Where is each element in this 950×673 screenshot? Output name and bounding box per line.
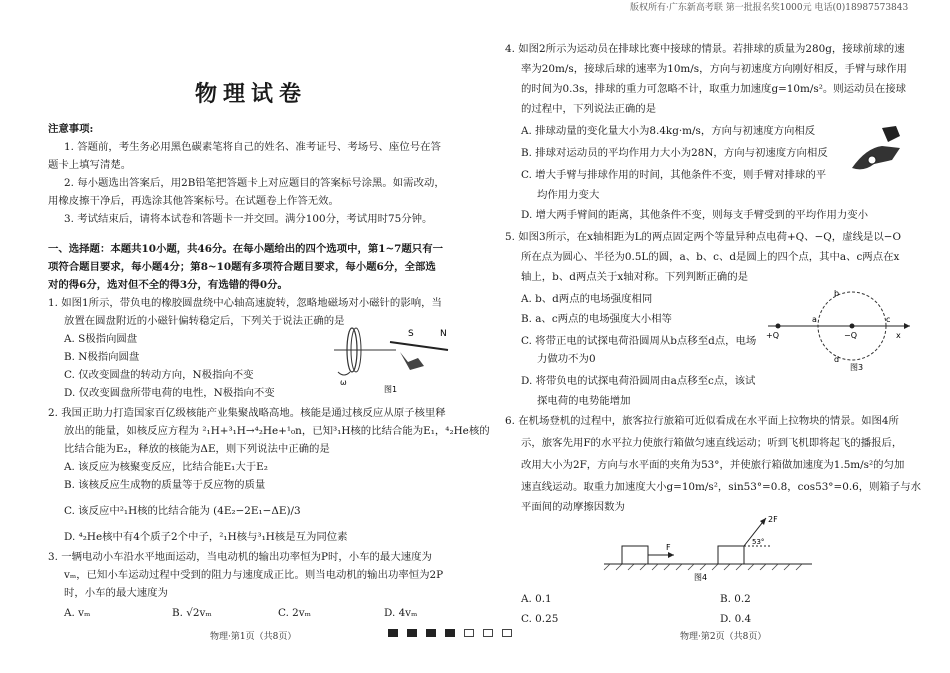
figure-2 [842,124,912,180]
q1-option-a[interactable]: A. S极指向圆盘 [64,333,138,345]
svg-text:F: F [666,543,671,552]
q5-option-c[interactable]: C. 将带正电的试探电荷沿圆周从b点移至d点，电场 [521,335,757,347]
marker [445,629,455,637]
marker [464,629,474,637]
q4-option-b[interactable]: B. 排球对运动员的平均作用力大小为28N，方向与初速度方向相反 [521,147,828,159]
notice-line: 用橡皮擦干净后，再选涂其他答案标号。在试题卷上作答无效。 [48,195,339,207]
q1-stem: 1. 如图1所示，带负电的橡胶圆盘绕中心轴高速旋转，忽略地磁场对小磁针的影响，当 [48,297,442,309]
q6-option-b[interactable]: B. 0.2 [720,593,751,605]
marker [426,629,436,637]
q2-option-b[interactable]: B. 该核反应生成物的质量等于反应物的质量 [64,479,266,491]
q2-stem: 2. 我国正助力打造国家百亿级核能产业集聚战略高地。核能是通过核反应从原子核里释 [48,407,446,419]
q3-stem: vₘ，已知小车运动过程中受到的阻力与速度成正比。则当电动机的输出功率恒为2P [64,569,444,581]
figure-1-label: 图1 [384,385,398,394]
paper-title: 物理试卷 [195,81,308,107]
q4-stem: 的时间为0.3s，排球的重力可忽略不计，取重力加速度g=10m/s²。则运动员在接球 [521,83,907,95]
svg-text:−Q: −Q [844,331,857,340]
q5-option-a[interactable]: A. b、d两点的电场强度相同 [521,293,653,305]
svg-text:S: S [408,329,414,339]
q4-option-c[interactable]: C. 增大手臂与排球作用的时间，其他条件不变，则手臂对排球的平 [521,169,827,181]
q2-option-c[interactable]: C. 该反应中²₁H核的比结合能为 (4E₂−2E₁−ΔE)/3 [64,505,301,517]
footer-right: 物理·第2页（共8页） [680,632,767,642]
notice-line: 题卡上填写清楚。 [48,159,132,171]
q2-option-a[interactable]: A. 该反应为核聚变反应，比结合能E₁大于E₂ [64,461,268,473]
q4-stem: 的过程中，下列说法正确的是 [521,103,657,115]
svg-text:+Q: +Q [766,331,779,340]
footer-left: 物理·第1页（共8页） [210,632,297,642]
q3-stem: 时，小车的最大速度为 [64,587,168,599]
q5-option-d-cont: 探电荷的电势能增加 [537,395,631,407]
header-strip: 版权所有·广东新高考联 第一批报名奖1000元 电话(0)18987573843 [630,3,909,13]
q6-option-c[interactable]: C. 0.25 [521,613,559,625]
figure-3 [764,288,914,372]
section-heading: 对的得6分，选对但不全的得3分，有选错的得0分。 [48,279,288,291]
svg-text:2F: 2F [768,515,778,524]
q5-stem: 所在点为圆心、半径为0.5L的圆，a、b、c、d是圆上的四个点，其中a、c两点在x [521,251,900,263]
svg-text:x: x [896,331,901,340]
q6-option-a[interactable]: A. 0.1 [521,593,552,605]
svg-text:N: N [440,329,447,339]
q4-option-c-cont: 均作用力变大 [537,189,600,201]
q6-option-d[interactable]: D. 0.4 [720,613,752,625]
svg-text:a: a [812,315,817,324]
q5-option-c-cont: 力做功不为0 [537,353,596,365]
q5-stem: 轴上，b、d两点关于x轴对称。下列判断正确的是 [521,271,748,283]
svg-text:b: b [834,289,840,298]
q5-stem: 5. 如图3所示，在x轴相距为L的两点固定两个等量异种点电荷+Q、−Q，虚线是以−O [505,231,901,243]
notice-line: 1. 答题前，考生务必用黑色碳素笔将自己的姓名、准考证号、考场号、座位号在答 [64,141,441,153]
q1-option-b[interactable]: B. N极指向圆盘 [64,351,140,363]
q6-stem: 速直线运动。取重力加速度大小g=10m/s²，sin53°=0.8，cos53°=0.6，则箱子与水 [521,481,922,493]
svg-text:ω: ω [340,378,347,387]
q4-stem: 率为20m/s，接球后球的速率为10m/s，方向与初速度方向刚好相反，手臂与球作用 [521,63,907,75]
scan-markers [388,629,512,637]
figure-3-label: 图3 [850,363,864,372]
section-heading: 一、选择题：本题共10小题，共46分。在每小题给出的四个选项中，第1~7题只有一 [48,243,443,255]
marker [388,629,398,637]
q4-option-a[interactable]: A. 排球动量的变化量大小为8.4kg·m/s，方向与初速度方向相反 [521,125,816,137]
svg-text:53°: 53° [752,538,765,546]
q2-stem: 放出的能量，如核反应方程为 ²₁H+³₁H→⁴₂He+¹₀n，已知³₁H核的比结合能为E₁，⁴₂He核的 [64,425,490,437]
svg-text:d: d [834,355,840,364]
q6-stem: 示，旅客先用F的水平拉力使旅行箱做匀速直线运动；听到飞机即将起飞的播报后， [521,437,903,449]
q3-option-c[interactable]: C. 2vₘ [278,607,312,619]
q5-option-b[interactable]: B. a、c两点的电场强度大小相等 [521,313,672,325]
figure-4 [600,512,816,584]
figure-1 [330,322,455,394]
q1-stem: 放置在圆盘附近的小磁针偏转稳定后，下列关于说法正确的是 [64,315,345,327]
q4-stem: 4. 如图2所示为运动员在排球比赛中接球的情景。若排球的质量为280g，接球前球的速 [505,43,905,55]
figure-4-label: 图4 [694,573,708,582]
q3-option-b[interactable]: B. √2vₘ [172,607,212,619]
q6-stem: 平面间的动摩擦因数为 [521,501,625,513]
notice-line: 3. 考试结束后，请将本试卷和答题卡一并交回。满分100分，考试用时75分钟。 [64,213,433,225]
q6-stem: 改用大小为2F，方向与水平面的夹角为53°，并使旅行箱做加速度为1.5m/s²的匀加 [521,459,905,471]
notice-line: 2. 每小题选出答案后，用2B铅笔把答题卡上对应题目的答案标号涂黑。如需改动， [64,177,445,189]
q3-option-a[interactable]: A. vₘ [64,607,91,619]
marker [407,629,417,637]
q1-option-c[interactable]: C. 仅改变圆盘的转动方向，N极指向不变 [64,369,254,381]
q1-option-d[interactable]: D. 仅改变圆盘所带电荷的电性，N极指向不变 [64,387,275,399]
marker [502,629,512,637]
section-heading: 项符合题目要求，每小题4分；第8~10题有多项符合题目要求，每小题6分，全部选 [48,261,436,273]
q5-option-d[interactable]: D. 将带负电的试探电荷沿圆周由a点移至c点，该试 [521,375,756,387]
q3-stem: 3. 一辆电动小车沿水平地面运动，当电动机的输出功率恒为P时，小车的最大速度为 [48,551,432,563]
q3-option-d[interactable]: D. 4vₘ [384,607,418,619]
q2-option-d[interactable]: D. ⁴₂He核中有4个质子2个中子，²₁H核与³₁H核是互为同位素 [64,531,348,543]
svg-text:c: c [886,315,891,324]
q6-stem: 6. 在机场登机的过程中，旅客拉行旅箱可近似看成在水平面上拉物块的情景。如图4所 [505,415,899,427]
notice-heading: 注意事项: [48,123,94,135]
q4-option-d[interactable]: D. 增大两手臂间的距离，其他条件不变，则每支手臂受到的平均作用力变小 [521,209,869,221]
q2-stem: 比结合能为E₂，释放的核能为ΔE，则下列说法中正确的是 [64,443,330,455]
marker [483,629,493,637]
